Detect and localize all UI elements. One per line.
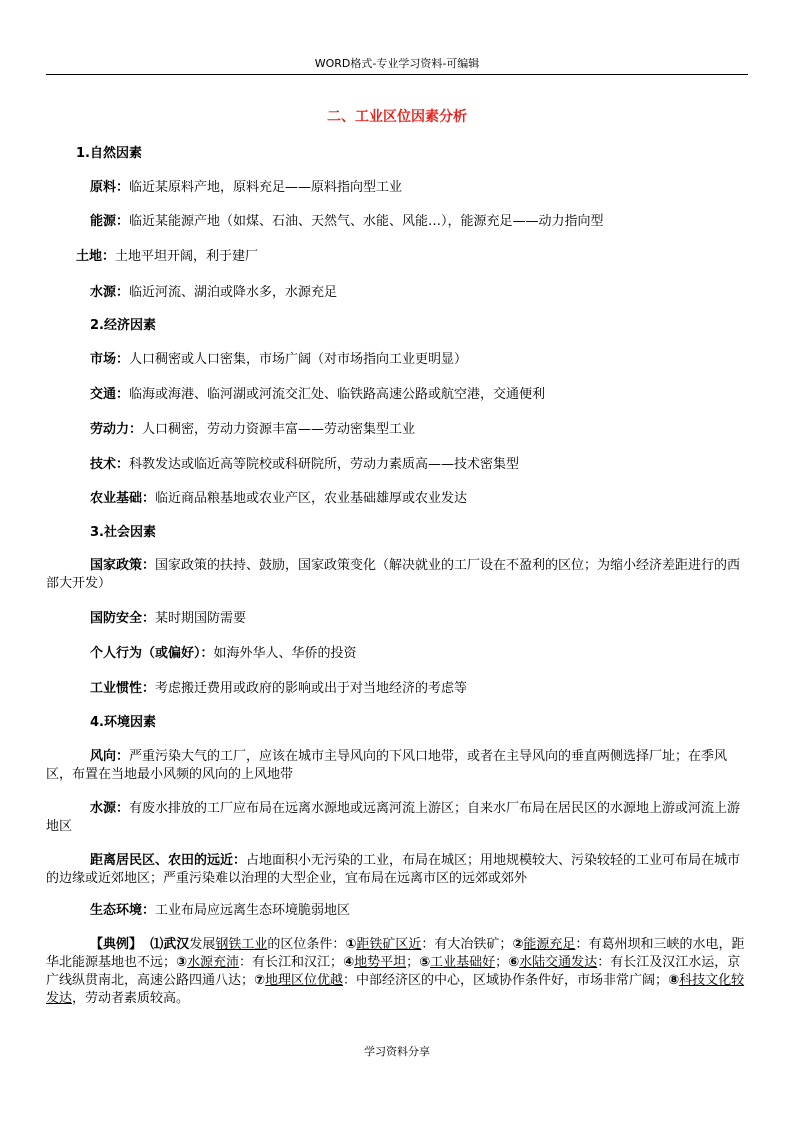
condition-keyword: 地理区位优越 [265,973,344,988]
item-text: 临近某能源产地（如煤、石油、天然气、水能、风能…），能源充足——动力指向型 [129,214,604,229]
item-agriculture [90,490,467,508]
item-text: 临近河流、湖泊或降水多，水源充足 [129,285,338,300]
section-title: 二、工业区位因素分析 [327,109,467,125]
item-text: 工业布局应远离生态环境脆弱地区 [155,903,351,918]
item-label: 水源： [90,285,130,300]
item-label: 国家政策： [90,558,156,573]
item-text: 考虑搬迁费用或政府的影响或出于对当地经济的考虑等 [155,681,468,696]
condition-keyword: 水陆交通发达 [519,955,598,970]
item-label: 水源： [90,801,130,816]
item-energy [90,213,604,231]
example-tag: 【典例】 [90,937,143,952]
item-label: 农业基础： [90,491,156,506]
item-text: 占地面积小无污染的工业，布局在城区；用地规模较大、污染较轻的工业可布局在城市的边缘或近郊地区；严重污染难以治理的大型企业，宜布局在远离市区的远郊或郊外 [46,853,741,886]
example-city: 武汉 [163,937,190,952]
condition-text: ：有长江和汉江； [239,955,344,970]
item-distance [46,852,748,888]
item-label: 交通： [90,387,130,402]
condition-text: ，劳动者素质较高。 [72,991,190,1006]
condition-number: ④ [343,955,355,970]
item-text: 临近商品粮基地或农业产区，农业基础雄厚或农业发达 [155,491,468,506]
item-label: 风向： [90,749,130,764]
item-label: 国防安全： [90,611,156,626]
item-defense [90,610,246,628]
item-market [90,351,467,369]
condition-text: ； [406,955,420,970]
condition-keyword: 能源充足 [523,937,576,952]
item-ecology [90,902,350,920]
condition-text: ：有大冶铁矿； [421,937,513,952]
heading-economic: 2.经济因素 [90,318,156,333]
condition-keyword: 工业基础好 [430,955,496,970]
item-text: 科教发达或临近高等院校或科研院所，劳动力素质高——技术密集型 [129,457,520,472]
item-raw-material [90,179,402,197]
item-text: 临近某原料产地，原料充足——原料指向型工业 [129,180,403,195]
item-label: 原料： [90,180,130,195]
heading-environment: 4.环境因素 [90,715,156,730]
item-label: 工业惯性： [90,681,156,696]
condition-number: ③ [176,955,188,970]
item-personal [90,645,357,663]
item-label: 市场： [90,352,130,367]
item-text: 如海外华人、华侨的投资 [213,646,357,661]
item-water-source [46,800,748,836]
header-divider [46,74,748,75]
item-text: 临海或海港、临河湖或河流交汇处、临铁路高速公路或航空港，交通便利 [129,387,546,402]
heading-social: 3.社会因素 [90,525,156,540]
condition-number: ⑥ [508,955,520,970]
condition-keyword: 水源充沛 [187,955,240,970]
item-label: 劳动力： [90,422,143,437]
item-label: 技术： [90,457,130,472]
item-text: 某时期国防需要 [155,611,247,626]
item-text: 土地平坦开阔，利于建厂 [115,249,259,264]
item-inertia [90,680,467,698]
item-text: 人口稠密，劳动力资源丰富——劳动密集型工业 [142,422,416,437]
item-label: 距离居民区、农田的远近： [90,853,247,868]
condition-text: ； [495,955,509,970]
item-tech [90,456,519,474]
heading-natural: 1.自然因素 [76,146,142,161]
condition-text: ：有长江及汉江水运，京广线纵贯南北，高速公路四通八达； [46,955,741,988]
item-label: 个人行为（或偏好）： [90,646,214,661]
condition-number: ⑧ [668,973,680,988]
example-text: 发展 [189,937,216,952]
item-text: 严重污染大气的工厂，应该在城市主导风向的下风口地带，或者在主导风向的垂直两侧选择厂址；在季风区，布置在当地最小风频的风向的上风地带 [46,749,728,782]
condition-keyword: 距铁矿区近 [356,937,422,952]
item-wind [46,748,748,784]
item-label: 生态环境： [90,903,156,918]
item-water [90,284,337,302]
example-industry: 钢铁工业 [215,937,268,952]
condition-number: ⑦ [254,973,266,988]
condition-text: ：有葛州坝和三峡的水电，距华北能源基地也不远； [46,937,745,970]
item-labor [90,421,415,439]
example-text: 的区位条件： [267,937,346,952]
item-policy [46,557,748,593]
example-number: ⑴ [150,937,164,952]
condition-number: ① [345,937,357,952]
item-text: 人口稠密或人口密集，市场广阔（对市场指向工业更明显） [129,352,468,367]
condition-number: ② [512,937,524,952]
item-transport [90,386,545,404]
page-footer: 学习资料分享 [364,1045,430,1058]
item-label: 能源： [90,214,130,229]
condition-keyword: 地势平坦 [354,955,407,970]
item-text: 国家政策的扶持、鼓励，国家政策变化（解决就业的工厂设在不盈利的区位；为缩小经济差距进行的西部大开发） [46,558,741,591]
item-land [76,248,258,266]
item-label: 土地： [76,249,116,264]
page-header: WORD格式-专业学习资料-可编辑 [314,57,480,70]
example-paragraph [46,936,748,1008]
item-text: 有废水排放的工厂应布局在远离水源地或远离河流上游区；自来水厂布局在居民区的水源地上游或河流上游地区 [46,801,741,834]
condition-keyword: 科技文化较发达 [46,973,745,1006]
condition-text: ：中部经济区的中心，区域协作条件好，市场非常广阔； [343,973,669,988]
condition-number: ⑤ [419,955,431,970]
